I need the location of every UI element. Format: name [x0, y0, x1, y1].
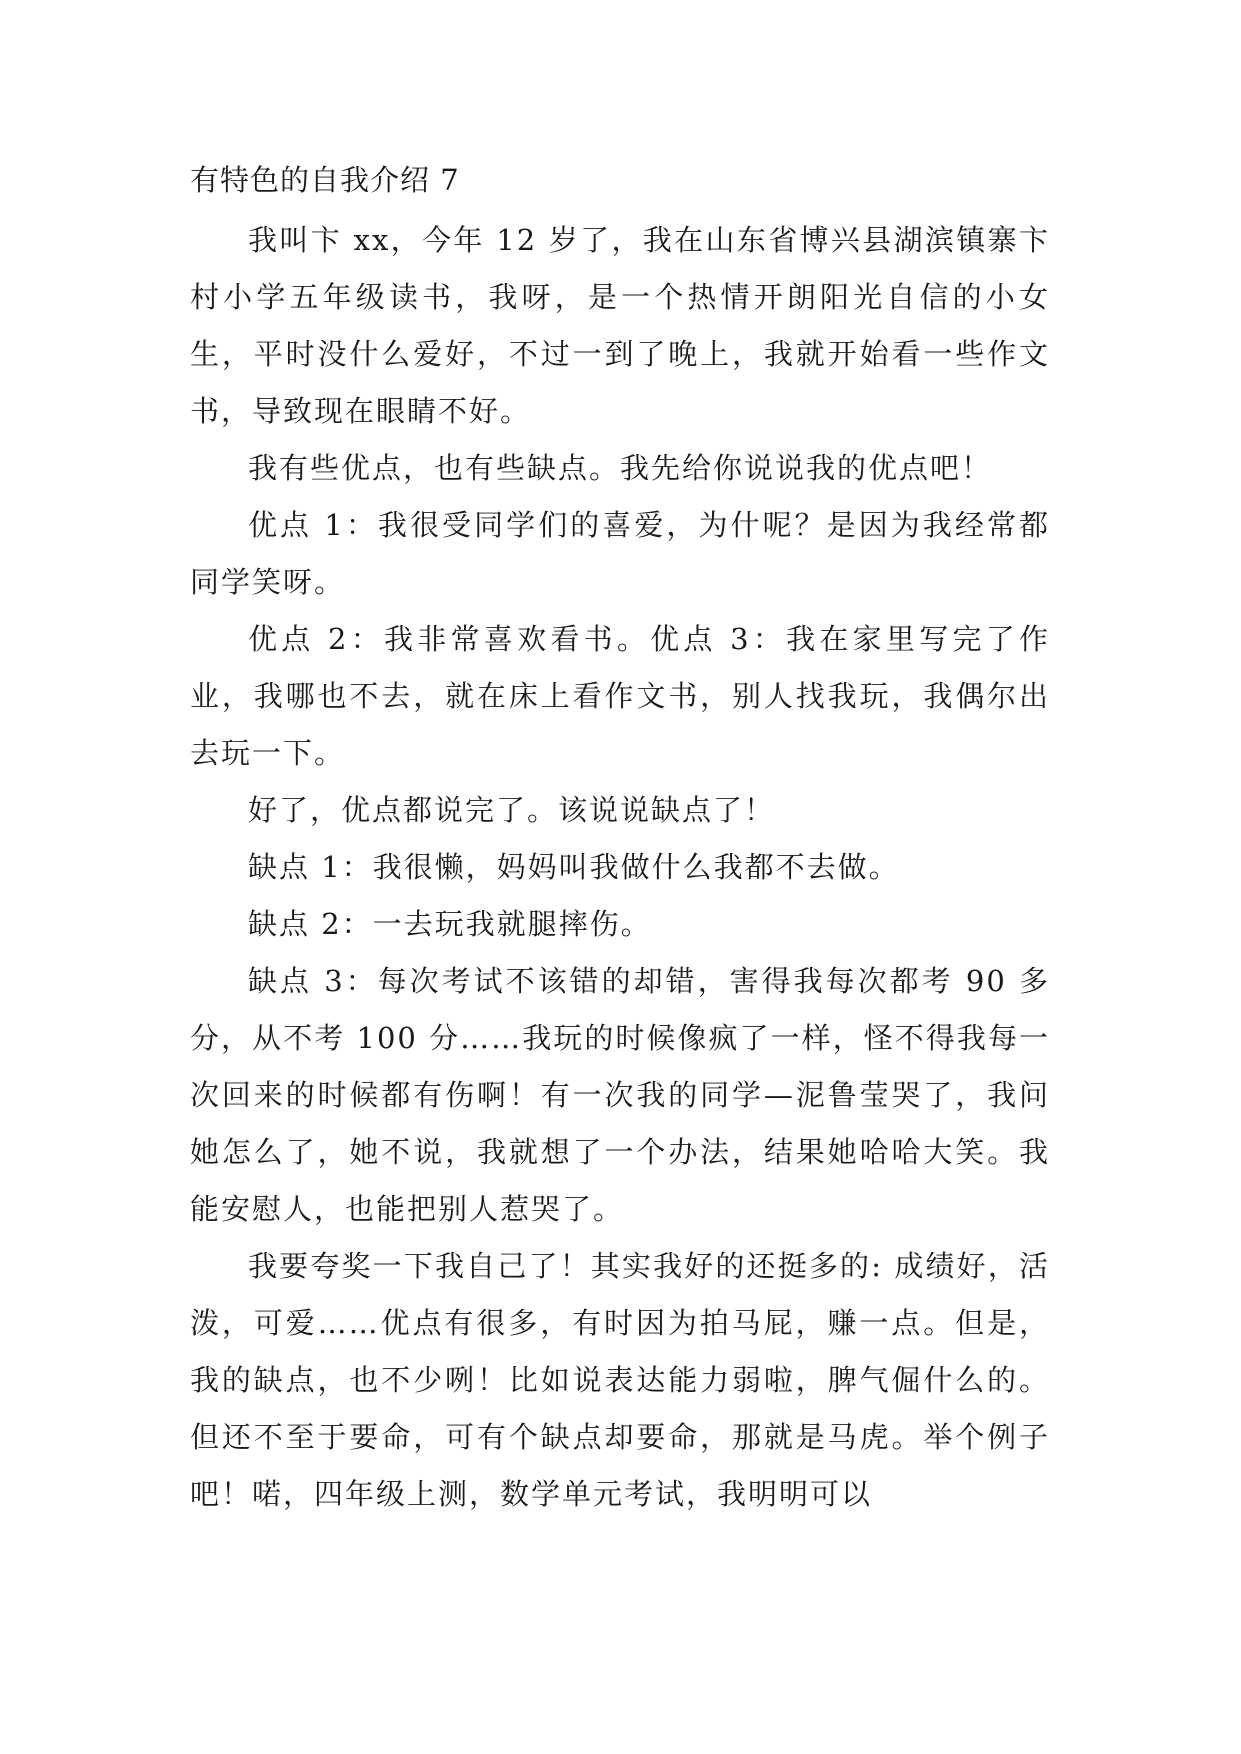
- paragraph-strength-1: 优点 1：我很受同学们的喜爱，为什呢？是因为我经常都同学笑呀。: [190, 508, 1050, 599]
- paragraph-strengths-intro: 我有些优点，也有些缺点。我先给你说说我的优点吧！: [248, 451, 993, 485]
- document-page: [190, 160, 1050, 1523]
- paragraph-self-praise: 我要夸奖一下我自己了！其实我好的还挺多的: 成绩好，活泼，可爱……优点有很多，有时因为拍马屁，赚一点。但是，我的缺点，也不少咧！比如说表达能力弱啦，脾气倔什么的。但还不至于要命，可有个缺点却要命，那就是马虎。举个例子吧！喏，四年级上测，数学单元考试，我明明可以: [190, 1249, 1050, 1511]
- document-title: 有特色的自我介绍 7: [190, 163, 460, 197]
- paragraph-weakness-3: 缺点 3：每次考试不该错的却错，害得我每次都考 90 多分，从不考 100 分……我玩的时候像疯了一样，怪不得我每一次回来的时候都有伤啊！有一次我的同学—泥鲁莹哭了，我问她怎么了，她不说，我就想了一个办法，结果她哈哈大笑。我能安慰人，也能把别人惹哭了。: [190, 964, 1050, 1226]
- paragraph-weaknesses-intro: 好了，优点都说完了。该说说缺点了！: [248, 793, 776, 827]
- paragraph-weakness-2: 缺点 2：一去玩我就腿摔伤。: [248, 907, 652, 941]
- paragraph-weakness-1: 缺点 1：我很懒，妈妈叫我做什么我都不去做。: [248, 850, 900, 884]
- paragraph-intro: 我叫卞 xx，今年 12 岁了，我在山东省博兴县湖滨镇寨卞村小学五年级读书，我呀，是一个热情开朗阳光自信的小女生，平时没什么爱好，不过一到了晚上，我就开始看一些作文书，导致现在眼睛不好。: [190, 223, 1050, 428]
- paragraph-strength-2-3: 优点 2：我非常喜欢看书。优点 3：我在家里写完了作业，我哪也不去，就在床上看作文书，别人找我玩，我偶尔出去玩一下。: [190, 622, 1050, 770]
